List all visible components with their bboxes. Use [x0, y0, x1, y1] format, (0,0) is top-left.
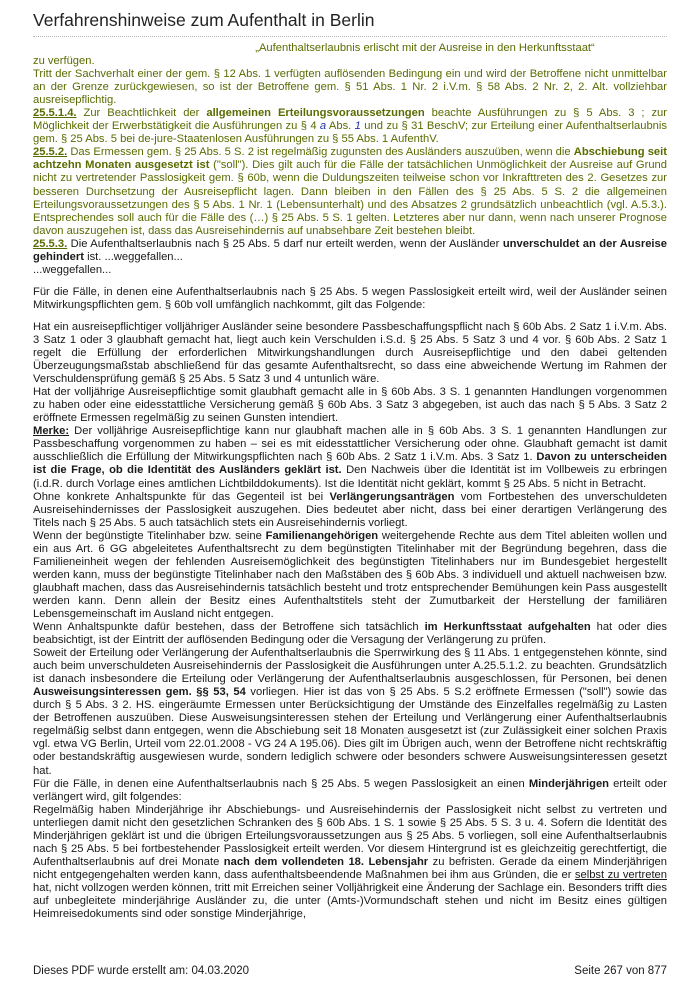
merke-note: Merke: Der volljährige Ausreisepflichtige kann nur glaubhaft machen alle in § 60b Abs. 3 S. 1 genannten Handlungen zur Passbeschaffung vorgenommen zu haben – sei es mit eidesstattlicher Versicherung oder ohne. Glaubhaft gemacht ist damit ausschließlich die Erfüllung der Mitwirkungspflichten nach § 60b Abs. 2 Satz 1 i.V.m. Abs. 3 Satz 1. Davon zu unterscheiden ist die Frage, ob die Identität des Ausländers geklärt ist. Den Nachweis über die Identität ist im Vollbeweis zu erbringen (i.d.R. durch Vorlage eines amtlichen Lichtbilddokuments). Ist die Identität nicht geklärt, kommt § 25 Abs. 5 nicht in Betracht.: [33, 425, 668, 490]
document-body: [33, 42, 667, 921]
inline-link[interactable]: 1: [354, 120, 361, 133]
quoted-condition: „Aufenthaltserlaubnis erlischt mit der Ausreise in den Herkunftsstaat“: [255, 42, 595, 54]
paragraph: Hat ein ausreisepflichtiger volljähriger Ausländer seine besondere Passbeschaffungspflicht nach § 60b Abs. 2 Satz 1 i.V.m. Abs. 3 Satz 1 oder 3 glaubhaft gemacht hat, liegt auch kein Verschulden i.S.d. § 25 Abs. 5 Satz 3 und 4 vor. § 60b Abs. 2 Satz 1 regelt die Erfüllung der erforderlichen Mitwirkungshandlungen durch Ausreisepflichtige und den dabei geltenden Überzeugungsmaßstab abschließend für das gesamte Aufenthaltsrecht, so dass eine abweichende Wertung im Rahmen der Verschuldensprüfung gemäß § 25 Abs. 5 Satz 3 und 4 untunlich wäre.: [33, 320, 667, 386]
paragraph: Wenn der begünstigte Titelinhaber bzw. seine Familienangehörigen weitergehende Rechte aus dem Titel ableiten wollen und ein aus Art. 6 GG abgeleitetes Aufenthaltsrecht zu dem begünstigten Titelinhaber mit der Begründung begehren, dass die Familieneinheit wegen der fehlenden Ausreisemöglichkeit des begünstigten Titelinhabers nur im Bundesgebiet hergestellt werden kann, muss der begünstigte Titelinhaber nach den Maßstäben des § 60b Abs. 3 individuell und aktuell nachweisen bzw. glaubhaft machen, dass das Ausreisehindernis tatsächlich besteht und trotz entsprechender Bemühungen kein Pass ausgestellt werden kann. Denn allein der Besitz eines Aufenthaltstitels steht der Zumutbarkeit der Herstellung der familiären Lebensgemeinschaft im Ausland nicht entgegen.: [33, 529, 667, 620]
paragraph: Tritt der Sachverhalt einer der gem. § 12 Abs. 1 verfügten auflösenden Bedingung ein und wird der Betroffene nicht unmittelbar an der Grenze zurückgewiesen, so ist der Betroffene gem. § 51 Abs. 1 Nr. 2 i.V.m. § 58 Abs. 2 Nr. 2, 2. Alt. vollziehbar ausreisepflichtig.: [33, 68, 667, 107]
paragraph: Regelmäßig haben Minderjährige ihr Abschiebungs- und Ausreisehindernis der Passlosigkeit nicht selbst zu vertreten und unterliegen damit nicht den gesetzlichen Schranken des § 60b Abs. 1 S. 1 sowie § 25 Abs. 5 S. 3 u. 4. Sofern die Identität des Minderjährigen geklärt ist und die übrigen Erteilungsvoraussetzungen aus § 25 Abs. 5 vorliegen, soll eine Aufenthaltserlaubnis nach § 25 Abs. 5 bei fortbestehender Passlosigkeit erteilt werden. Vor diesem Hintergrund ist es gleichzeitig gerechtfertigt, die Aufenthaltserlaubnis auf drei Monate nach dem vollendeten 18. Lebensjahr zu befristen. Gerade da einem Minderjährigen nicht entgegengehalten werden kann, dass aufenthaltsbeendende Maßnahmen bei ihm aus Gründen, die er selbst zu vertreten hat, nicht vollzogen werden können, tritt mit Erreichen seiner Volljährigkeit eine Änderung der Sachlage ein. Besonders trifft dies auf unbegleitete minderjährige Ausländer zu, die unter (Amts-)Vormundschaft stehen und nicht im Besitz eines gültigen Heimreisedokuments sind oder sonstige Minderjährige,: [33, 803, 667, 921]
paragraph: Soweit der Erteilung oder Verlängerung der Aufenthaltserlaubnis die Sperrwirkung des § 11 Abs. 1 entgegenstehen könnte, sind auch beim unverschuldeten Ausreisehindernis der Passlosigkeit die Ausführungen unter A.25.5.1.2. zu beachten. Grundsätzlich ist danach insbesondere die Erteilung oder Verlängerung der Aufenthaltserlaubnis ausgeschlossen, für Personen, bei denen Ausweisungsinteressen gem. §§ 53, 54 vorliegen. Hier ist das von § 25 Abs. 5 S.2 eröffnete Ermessen ("soll") sowie das durch § 5 Abs. 3 2. HS. eingeräumte Ermessen unter Berücksichtigung der Umstände des Einzelfalles regelmäßig zu Lasten der Betroffenen auszuüben. Diese Ausweisungsinteressen stehen der Erteilung und Verlängerung einer Aufenthaltserlaubnis regelmäßig selbst dann entgegen, wenn die Abschiebung seit 18 Monaten ausgesetzt ist (zur Zulässigkeit einer solchen Praxis vgl. etwa VG Berlin, Urteil vom 22.01.2008 - VG 24 A 195.06). Dies gilt im Übrigen auch, wenn der Betroffene nicht rechtskräftig oder bestandskräftig ausgewiesen wurde, sondern lediglich schwere oder besonders schwere Ausweisungsinteressen gesetzt hat.: [33, 647, 667, 777]
paragraph: ...weggefallen...: [33, 263, 112, 276]
section-25-5-3: 25.5.3. Die Aufenthaltserlaubnis nach § 25 Abs. 5 darf nur erteilt werden, wenn der Ausländer unverschuldet an der Ausreise gehindert ist. ...weggefallen...: [33, 237, 667, 263]
footer-created-date: Dieses PDF wurde erstellt am: 04.03.2020: [33, 965, 250, 977]
paragraph: zu verfügen.: [33, 55, 95, 68]
page-title: Verfahrenshinweise zum Aufenthalt in Berlin: [33, 10, 375, 30]
paragraph: Für die Fälle, in denen eine Aufenthaltserlaubnis nach § 25 Abs. 5 wegen Passlosigkeit an einen Minderjährigen erteilt oder verlängert wird, gilt folgendes:: [33, 777, 668, 803]
merke-label: Merke:: [33, 425, 70, 438]
paragraph: Für die Fälle, in denen eine Aufenthaltserlaubnis nach § 25 Abs. 5 wegen Passlosigkeit erteilt wird, weil der Ausländer seinen Mitwirkungspflichten gem. § 60b voll umfänglich nachkommt, gilt das Folgende:: [33, 285, 667, 311]
inline-link[interactable]: a: [319, 120, 327, 133]
section-number: 25.5.3.: [33, 237, 68, 250]
section-number: 25.5.2.: [33, 146, 68, 159]
section-number: 25.5.1.4.: [33, 107, 77, 120]
paragraph: Wenn Anhaltspunkte dafür bestehen, dass der Betroffene sich tatsächlich im Herkunftsstaat aufgehalten hat oder dies beabsichtigt, ist der Eintritt der auflösenden Bedingung oder die Versagung der Verlängerung zu prüfen.: [33, 621, 667, 647]
section-25-5-2: 25.5.2. Das Ermessen gem. § 25 Abs. 5 S. 2 ist regelmäßig zugunsten des Ausländers auszuüben, wenn die Abschiebung seit achtzehn Monaten ausgesetzt ist ("soll"). Dies gilt auch für die Fälle der tatsächlichen Unmöglichkeit der Ausreise auf Grund nicht zu vertretender Passlosigkeit gem. § 60b, wenn die Duldungszeiten teilweise schon vor Inkrafttreten des 2. Gesetzes zur besseren Durchsetzung der Ausreisepflicht lagen. Dann bleiben in den Fällen des § 25 Abs. 5 S. 2 die allgemeinen Erteilungsvoraussetzungen des § 5 Abs. 1 Nr. 1 (Lebensunterhalt) und des Absatzes 2 grundsätzlich unbeachtlich (vgl. A.5.3.). Entsprechendes soll auch für die Fälle des (…) § 25 Abs. 5 S. 1 gelten. Letzteres aber nur dann, wenn nach unserer Prognose davon auszugehen ist, dass das Ausreisehindernis auf unabsehbare Zeit bestehen bleibt.: [33, 146, 667, 237]
header-divider: [33, 36, 667, 37]
section-25-5-1-4: 25.5.1.4. Zur Beachtlichkeit der allgemeinen Erteilungsvoraussetzungen beachte Ausführungen zu § 5 Abs. 3 ; zur Möglichkeit der Erwerbstätigkeit die Ausführungen zu § 4 a Abs. 1 und zu § 31 BeschV; zur Erteilung einer Aufenthaltserlaubnis gem. § 25 Abs. 5 bei de-jure-Staatenlosen Ausführungen zu § 55 Abs. 1 AufenthV.: [33, 107, 667, 146]
paragraph: Ohne konkrete Anhaltspunkte für das Gegenteil ist bei Verlängerungsanträgen vom Fortbestehen des unverschuldeten Ausreisehindernisses der Passlosigkeit auszugehen. Dies bedeutet aber nicht, dass bei einer derartigen Verlängerung des Titels nach § 25 Abs. 5 auch tatsächlich stets ein Ausreisehindernis vorliegt.: [33, 490, 667, 529]
paragraph: Hat der volljährige Ausreisepflichtige somit glaubhaft gemacht alle in § 60b Abs. 3 S. 1 genannten Handlungen vorgenommen zu haben oder eine eidesstattliche Versicherung gemäß § 60b Abs. 3 Satz 3 abgegeben, ist auch das nach § 5 Abs. 3 Satz 2 eröffnete Ermessen regelmäßig zu seinen Gunsten intendiert.: [33, 386, 667, 425]
footer-page-number: Seite 267 von 877: [574, 965, 667, 977]
